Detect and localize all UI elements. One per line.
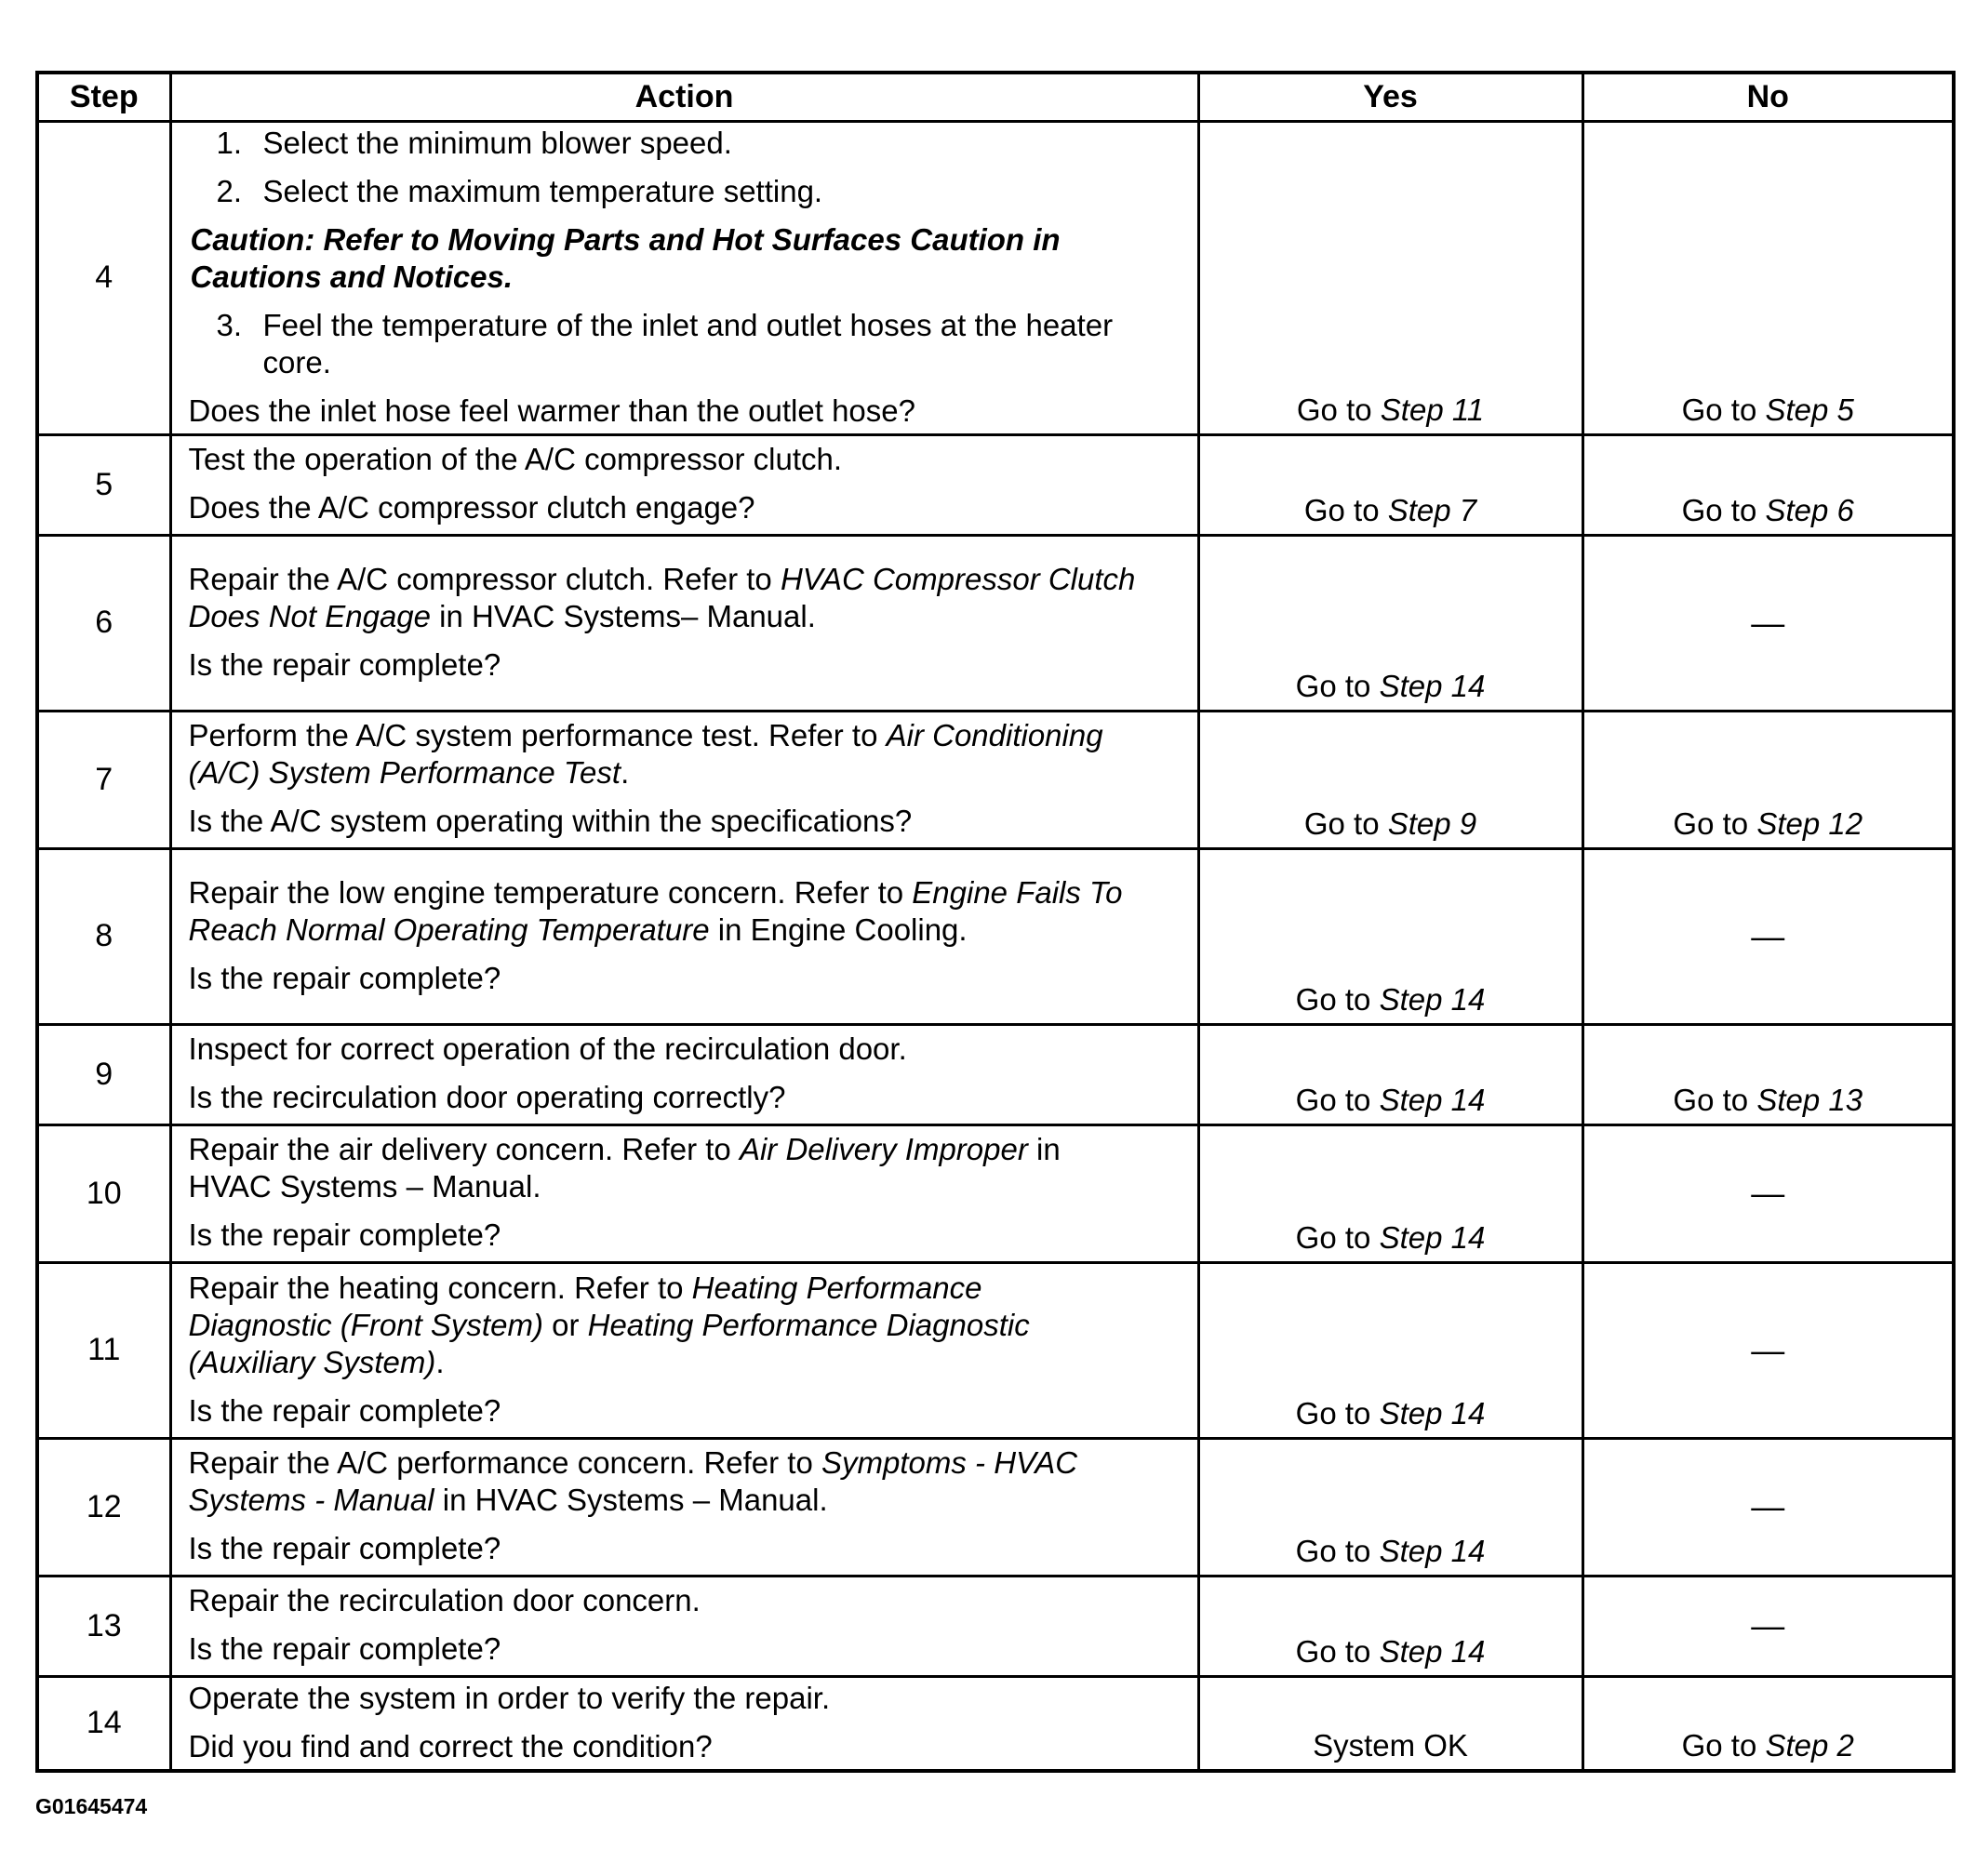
action-text <box>189 717 1182 792</box>
question-text: Is the recirculation door operating correctly? <box>188 1080 786 1115</box>
yes-cell <box>1198 848 1582 1024</box>
yes-prefix: Go to <box>1295 668 1380 703</box>
question-text: Did you find and correct the condition? <box>188 1728 713 1763</box>
yes-step-ref: Step 14 <box>1379 668 1486 703</box>
action-cell <box>170 121 1198 434</box>
yes-prefix: Go to <box>1295 1633 1380 1669</box>
reference-link: HVAC Compressor Clutch Does Not Engage <box>188 561 1136 633</box>
yes-step-ref: Step 14 <box>1379 1533 1486 1568</box>
yes-step-ref: Step 14 <box>1379 1633 1486 1669</box>
reference-link: Engine Fails To Reach Normal Operating Temperature <box>188 874 1123 947</box>
yes-cell <box>1198 1438 1582 1576</box>
yes-cell <box>1198 711 1582 848</box>
action-text <box>189 561 1147 635</box>
reference-link: Air Conditioning (A/C) System Performance Test <box>188 718 1103 791</box>
action-cell <box>170 535 1198 711</box>
item-text: Select the minimum blower speed. <box>262 125 732 160</box>
no-cell: — <box>1582 1576 1954 1676</box>
action-text-a: Repair the air delivery concern. Refer to <box>188 1132 740 1167</box>
item-number: 3. <box>216 307 243 342</box>
action-cell <box>170 1124 1198 1262</box>
caution-note: Caution: Refer to Moving Parts and Hot Surfaces Caution in Cautions and Notices. <box>190 221 1061 294</box>
no-cell: — <box>1582 1262 1954 1438</box>
table-row <box>37 1438 1954 1576</box>
action-cell <box>170 1024 1198 1124</box>
action-text <box>189 874 1182 949</box>
action-text: Repair the recirculation door concern. <box>188 1583 701 1618</box>
no-step-ref: Step 2 <box>1765 1728 1854 1763</box>
step-number: 7 <box>37 711 170 848</box>
table-row <box>37 711 1954 848</box>
question-text: Does the A/C compressor clutch engage? <box>188 490 755 526</box>
table-row <box>37 434 1954 535</box>
action-text-b: in HVAC Systems – Manual. <box>188 1132 1061 1204</box>
yes-prefix: Go to <box>1295 981 1380 1017</box>
yes-prefix: Go to <box>1303 492 1388 527</box>
step-number: 4 <box>37 121 170 434</box>
header-yes: Yes <box>1198 73 1582 121</box>
table-row <box>37 1576 1954 1676</box>
question-text: Is the repair complete? <box>188 1631 501 1667</box>
yes-cell <box>1198 1024 1582 1124</box>
yes-cell <box>1198 121 1582 434</box>
step-number: 8 <box>37 848 170 1024</box>
yes-step-ref: Step 11 <box>1380 392 1485 427</box>
item-text: Select the maximum temperature setting. <box>262 173 823 208</box>
reference-link: Air Delivery Improper <box>739 1132 1028 1167</box>
action-cell <box>170 1676 1198 1771</box>
question-text: Does the inlet hose feel warmer than the outlet hose? <box>188 392 915 428</box>
header-row <box>37 73 1954 121</box>
no-cell <box>1582 434 1954 535</box>
action-cell <box>170 1576 1198 1676</box>
step-number: 11 <box>37 1262 170 1438</box>
yes-cell <box>1198 535 1582 711</box>
no-prefix: Go to <box>1673 1082 1757 1117</box>
action-text <box>189 1270 1082 1381</box>
item-text: Feel the temperature of the inlet and outlet hoses at the heater core. <box>262 307 1114 379</box>
step-number: 13 <box>37 1576 170 1676</box>
header-action: Action <box>170 73 1198 121</box>
action-text <box>189 1444 1182 1519</box>
list-item <box>217 173 1182 210</box>
action-text: Inspect for correct operation of the recirculation door. <box>188 1031 907 1067</box>
action-cell <box>170 848 1198 1024</box>
reference-link: Symptoms - HVAC Systems - Manual <box>188 1445 1078 1518</box>
yes-step-ref: Step 14 <box>1379 1082 1486 1117</box>
action-cell <box>170 1262 1198 1438</box>
question-text: Is the repair complete? <box>188 960 501 995</box>
no-step-ref: Step 12 <box>1756 805 1863 841</box>
list-item <box>217 125 1182 162</box>
no-cell: — <box>1582 848 1954 1024</box>
step-number: 12 <box>37 1438 170 1576</box>
action-text-b: in HVAC Systems– Manual. <box>431 598 816 633</box>
no-cell <box>1582 1676 1954 1771</box>
yes-prefix: Go to <box>1295 1219 1380 1255</box>
question-text: Is the repair complete? <box>188 646 501 682</box>
table-row <box>37 1676 1954 1771</box>
no-prefix: Go to <box>1673 805 1757 841</box>
action-text-b: . <box>621 755 630 791</box>
table-row <box>37 848 1954 1024</box>
yes-prefix: Go to <box>1295 1533 1380 1568</box>
question-text: Is the A/C system operating within the specifications? <box>188 804 913 839</box>
action-text-a: Repair the heating concern. Refer to <box>188 1270 692 1305</box>
yes-step-ref: Step 14 <box>1379 981 1486 1017</box>
step-number: 9 <box>37 1024 170 1124</box>
yes-prefix: Go to <box>1296 392 1381 427</box>
yes-step-ref: Step 9 <box>1387 805 1477 841</box>
yes-cell <box>1198 1576 1582 1676</box>
action-text <box>189 1131 1119 1205</box>
no-cell: — <box>1582 1438 1954 1576</box>
no-prefix: Go to <box>1681 1728 1766 1763</box>
no-prefix: Go to <box>1681 392 1766 427</box>
header-no: No <box>1582 73 1954 121</box>
action-text-b: or <box>542 1307 588 1342</box>
yes-step-ref: Step 7 <box>1387 492 1477 527</box>
yes-prefix: Go to <box>1303 805 1388 841</box>
no-cell <box>1582 121 1954 434</box>
action-text: Test the operation of the A/C compressor clutch. <box>188 442 843 477</box>
table-row <box>37 1262 1954 1438</box>
action-text-a: Repair the A/C performance concern. Refer to <box>188 1445 821 1481</box>
action-text: Operate the system in order to verify the repair. <box>188 1680 831 1715</box>
yes-cell <box>1198 1262 1582 1438</box>
action-text-c: . <box>435 1344 445 1379</box>
step-number: 10 <box>37 1124 170 1262</box>
question-text: Is the repair complete? <box>188 1217 501 1253</box>
step-number: 6 <box>37 535 170 711</box>
yes-step-ref: Step 14 <box>1379 1219 1486 1255</box>
reference-link: Heating Performance Diagnostic (Auxiliary System) <box>188 1307 1030 1379</box>
action-text-a: Repair the low engine temperature concern. Refer to <box>188 874 913 910</box>
action-text-a: Repair the A/C compressor clutch. Refer to <box>188 561 781 596</box>
no-cell <box>1582 1024 1954 1124</box>
step-number: 5 <box>37 434 170 535</box>
no-step-ref: Step 6 <box>1765 492 1854 527</box>
action-text-b: in HVAC Systems – Manual. <box>434 1483 828 1518</box>
no-cell <box>1582 711 1954 848</box>
reference-link: Heating Performance Diagnostic (Front System) <box>188 1270 982 1342</box>
item-number: 1. <box>216 125 243 160</box>
action-cell <box>170 434 1198 535</box>
yes-cell <box>1198 434 1582 535</box>
table-row <box>37 1024 1954 1124</box>
yes-step-ref: Step 14 <box>1379 1395 1486 1430</box>
list-item <box>217 307 1182 381</box>
no-step-ref: Step 13 <box>1756 1082 1863 1117</box>
yes-prefix: Go to <box>1295 1395 1380 1430</box>
no-cell: — <box>1582 1124 1954 1262</box>
yes-cell <box>1198 1124 1582 1262</box>
header-step: Step <box>37 73 170 121</box>
action-text-b: in Engine Cooling. <box>709 911 968 947</box>
item-number: 2. <box>216 173 243 208</box>
no-step-ref: Step 5 <box>1765 392 1854 427</box>
figure-id: G01645474 <box>35 1794 148 1818</box>
diagnostic-table <box>35 71 1956 1773</box>
question-text: Is the repair complete? <box>188 1531 501 1566</box>
question-text: Is the repair complete? <box>188 1392 501 1428</box>
no-prefix: Go to <box>1681 492 1766 527</box>
table-row <box>37 121 1954 434</box>
action-cell <box>170 711 1198 848</box>
action-text-a: Perform the A/C system performance test. Refer to <box>188 718 887 753</box>
yes-cell: System OK <box>1198 1676 1582 1771</box>
action-cell <box>170 1438 1198 1576</box>
no-cell: — <box>1582 535 1954 711</box>
table-row <box>37 535 1954 711</box>
step-number: 14 <box>37 1676 170 1771</box>
table-row <box>37 1124 1954 1262</box>
yes-prefix: Go to <box>1295 1082 1380 1117</box>
